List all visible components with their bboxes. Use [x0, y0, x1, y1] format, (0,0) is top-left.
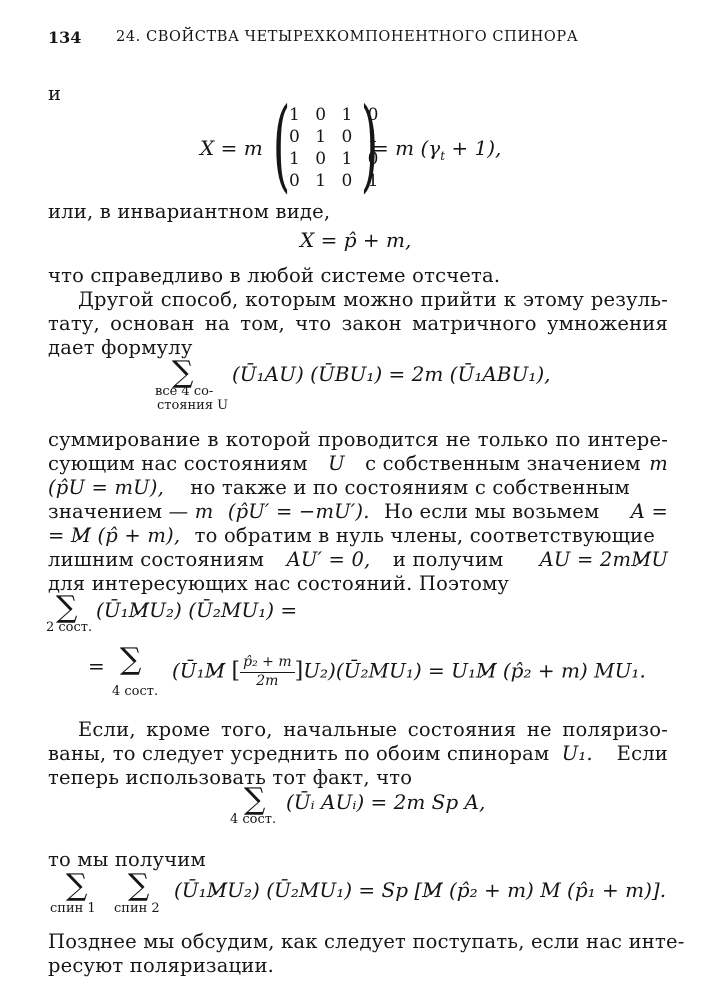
p3-line5: = M̸ (p̂ + m), то обратим в нуль члены, соответствующие	[48, 524, 655, 547]
p4-line2: ваны, то следует усреднить по обоим спинорам U₁. Если	[48, 742, 668, 765]
p3-line2: сующим нас состояниям U с собственным значением m	[48, 452, 668, 475]
page-number: 134	[48, 28, 82, 47]
p2-line1: Другой способ, которым можно прийти к этому резуль-	[78, 288, 668, 311]
matrix-row: 1 0 1 0	[289, 149, 384, 169]
sum3-eq: =	[88, 654, 105, 678]
p5-line1: Позднее мы обсудим, как следует поступать, если нас инте-	[48, 930, 685, 953]
sum1-under-2: стояния U	[157, 398, 229, 413]
p4-line1: Если, кроме того, начальные состояния не поляризо-	[78, 718, 668, 741]
sum-sign: ∑	[128, 868, 150, 903]
sum4-body: (Ūᵢ AUᵢ) = 2m Sp A,	[286, 790, 486, 814]
matrix-row: 0 1 0 1	[289, 127, 384, 147]
p3-line7: для интересующих нас состояний. Поэтому	[48, 572, 510, 595]
sum-sign: ∑	[244, 782, 266, 817]
text-and: и	[48, 82, 62, 105]
x-invariant: X = p̂ + m,	[300, 228, 412, 252]
x-rhs: = m $(\gamma_t + 1)$,	[372, 136, 502, 163]
matrix-row: 1 0 1 0	[289, 105, 384, 125]
fraction: $\frac{\text{p̂₂ + m}}{2m}$	[240, 654, 294, 690]
p4-line3: теперь использовать тот факт, что	[48, 766, 413, 789]
sum5-under-2: спин 2	[114, 901, 160, 916]
sum1-body: (Ū₁AU) (ŪBU₁) = 2m (Ū₁ABU₁),	[232, 362, 551, 386]
sum5-under-1: спин 1	[50, 901, 96, 916]
sum-sign: ∑	[56, 590, 78, 625]
text-valid: что справедливо в любой системе отсчета.	[48, 264, 501, 287]
p3-line3: (p̂U = mU), но также и по состояниям с собственным	[48, 476, 630, 499]
running-title: 24. СВОЙСТВА ЧЕТЫРЕХКОМПОНЕНТНОГО СПИНОРА	[116, 29, 579, 45]
sum-sign: ∑	[172, 355, 194, 390]
text-we-get: то мы получим	[48, 848, 206, 871]
p3-line1: суммирование в которой проводится не только по интере-	[48, 428, 668, 451]
sum3-body: (Ū₁M̸ [ $\frac{\text{p̂₂ + m}}{2m}$ ]U₂)(Ū₂MU₁) = U₁M̸ (p̂₂ + m) MU₁.	[172, 654, 646, 689]
matrix-row: 0 1 0 1	[289, 171, 384, 191]
matrix-left-paren: (	[272, 86, 291, 203]
sum4-under: 4 сост.	[230, 812, 277, 827]
text-invariant: или, в инвариантном виде,	[48, 200, 331, 223]
sum-sign: ∑	[66, 868, 88, 903]
p3-line4: значением — m (p̂U′ = −mU′). Но если мы возьмем A =	[48, 500, 668, 523]
sum3-under: 4 сост.	[112, 684, 159, 699]
p5-line2: ресуют поляризации.	[48, 954, 275, 977]
p2-line2: тату, основан на том, что закон матричного умножения	[48, 312, 668, 335]
p2-line3: дает формулу	[48, 336, 193, 359]
sum5-body: (Ū₁M̸U₂) (Ū₂MU₁) = Sp [M̸ (p̂₂ + m) M (p̂₁ + m)].	[174, 878, 667, 902]
matrix-right-paren: )	[360, 86, 379, 203]
x-lhs: X = m	[200, 136, 263, 160]
sum-sign: ∑	[120, 642, 142, 677]
p3-line6: лишним состояниям AU′ = 0, и получим AU = 2mM̸U	[48, 548, 668, 571]
sum2-under: 2 сост.	[46, 620, 93, 635]
sum2-body: (Ū₁M̸U₂) (Ū₂MU₁) =	[96, 598, 298, 622]
sum1-under-1: все 4 со-	[155, 384, 214, 399]
